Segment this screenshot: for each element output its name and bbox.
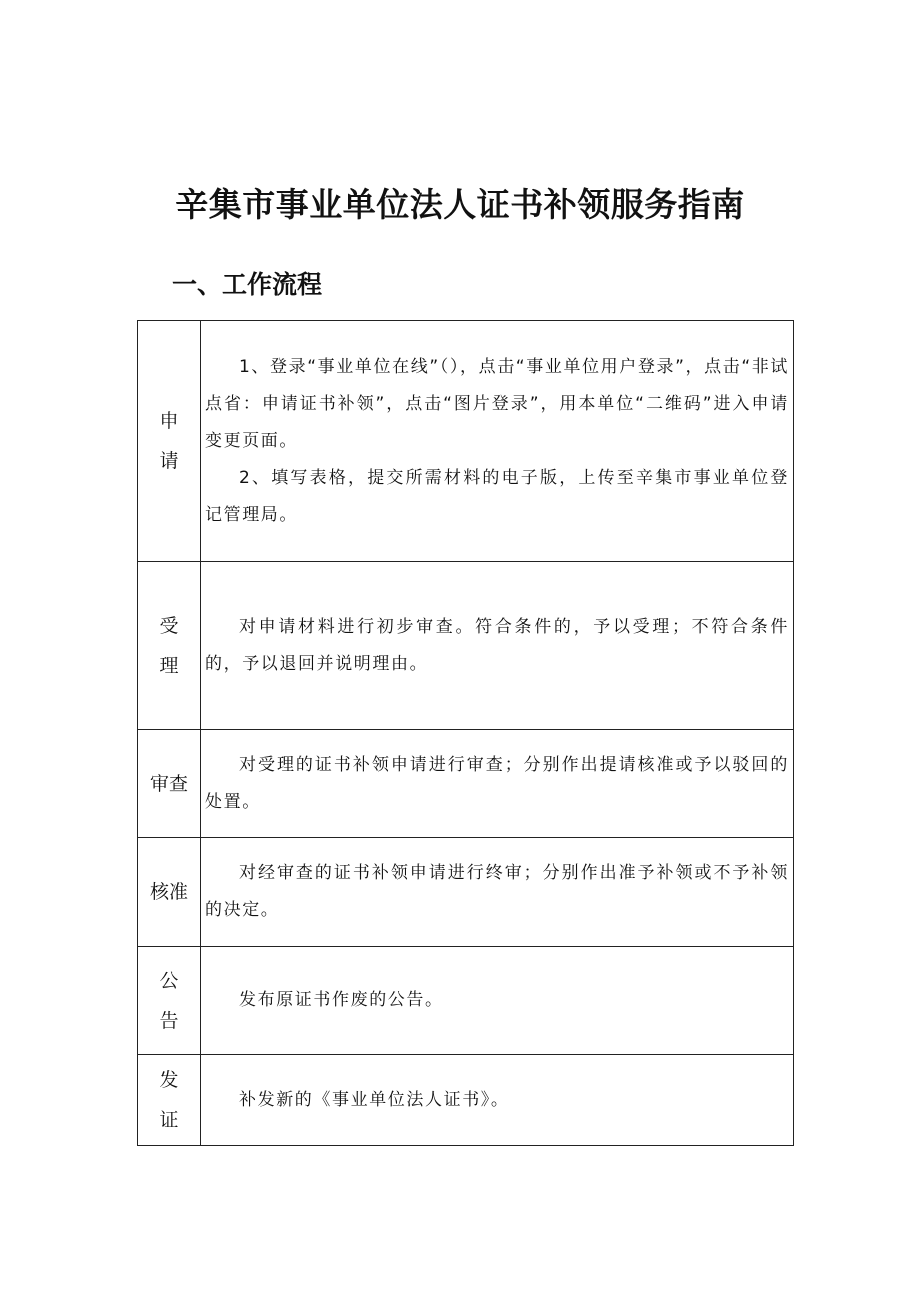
step-label-accept (138, 562, 201, 730)
step-label-char: 请 (159, 450, 179, 472)
step-label-char: 告 (159, 1009, 179, 1032)
workflow-row-review (138, 730, 794, 838)
step-paragraph: 对经审查的证书补领申请进行终审；分别作出准予补领或不予补领的决定。 (205, 863, 789, 920)
workflow-row-approve (138, 838, 794, 947)
step-paragraph: 补发新的《事业单位法人证书》。 (239, 1089, 510, 1110)
step-paragraph: 1、登录“事业单位在线”（），点击“事业单位用户登录”，点击“非试点省：申请证书补领”，点击“图片登录”，用本单位“二维码”进入申请变更页面。 (205, 356, 789, 451)
step-paragraph: 对申请材料进行初步审查。符合条件的，予以受理；不符合条件的，予以退回并说明理由。 (205, 616, 789, 674)
workflow-row-announce (138, 947, 794, 1055)
step-label-char: 审查 (149, 772, 188, 795)
step-content-apply (201, 321, 794, 562)
step-paragraph: 发布原证书作废的公告。 (239, 990, 444, 1010)
step-label-char: 理 (159, 654, 179, 677)
section-heading-workflow: 一、工作流程 (172, 270, 323, 299)
step-label-char: 受 (159, 614, 179, 637)
step-label-issue (138, 1055, 201, 1146)
step-content-announce (201, 947, 794, 1055)
step-label-char: 发 (159, 1069, 179, 1091)
step-label-char: 证 (159, 1109, 179, 1131)
step-label-review (138, 730, 201, 838)
step-paragraph: 对受理的证书补领申请进行审查；分别作出提请核准或予以驳回的处置。 (205, 754, 789, 812)
workflow-table (137, 320, 794, 1146)
workflow-row-accept (138, 562, 794, 730)
workflow-row-issue (138, 1055, 794, 1146)
step-paragraph: 2、填写表格，提交所需材料的电子版，上传至辛集市事业单位登记管理局。 (205, 467, 789, 525)
step-label-announce (138, 947, 201, 1055)
step-label-char: 申 (159, 410, 179, 432)
step-label-char: 核准 (149, 881, 188, 903)
step-content-issue (201, 1055, 794, 1146)
step-content-review (201, 730, 794, 838)
step-label-apply (138, 321, 201, 562)
workflow-row-apply (138, 321, 794, 562)
document-title: 辛集市事业单位法人证书补领服务指南 (175, 185, 745, 224)
step-content-approve (201, 838, 794, 947)
step-content-accept (201, 562, 794, 730)
step-label-approve (138, 838, 201, 947)
step-label-char: 公 (159, 969, 179, 992)
